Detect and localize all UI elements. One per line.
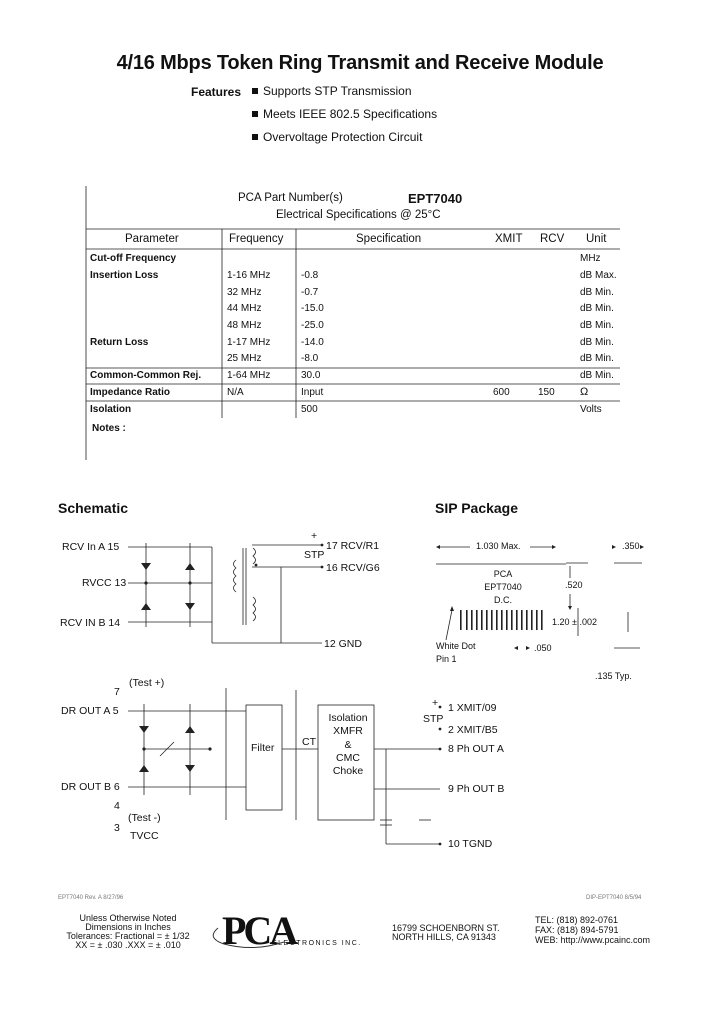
row-frequency: 25 MHz [227, 353, 262, 364]
row-frequency: 1-16 MHz [227, 270, 271, 281]
sip-dim-height: .520 [565, 580, 583, 590]
row-unit: dB Min. [580, 353, 614, 364]
row-unit: dB Max. [580, 270, 617, 281]
sip-pin [541, 610, 543, 630]
row-specification: -8.0 [301, 353, 319, 364]
address-line: 16799 SCHOENBORN ST. [392, 923, 500, 933]
sip-dim-pitch: 1.20 ± .002 [552, 617, 597, 627]
pin-dot [439, 748, 442, 751]
sip-dim-length: 1.030 Max. [476, 541, 521, 551]
row-specification: Input [301, 387, 324, 398]
doc-id-right: DIP-EPT7040 8/5/94 [586, 895, 642, 901]
row-specification: -15.0 [301, 303, 324, 314]
sip-pin [526, 610, 528, 630]
row-parameter: Cut-off Frequency [90, 253, 177, 264]
row-unit: dB Min. [580, 370, 614, 381]
arrow-icon [526, 646, 530, 650]
diode-icon [185, 726, 195, 733]
pin-16: 16 RCV/G6 [326, 562, 380, 574]
col-header-rcv: RCV [540, 233, 565, 245]
contact-fax: FAX: (818) 894-5791 [535, 925, 619, 935]
row-specification: -0.7 [301, 287, 319, 298]
arrow-icon [450, 606, 454, 611]
stp-plus-top: + [311, 530, 318, 542]
row-unit: dB Min. [580, 303, 614, 314]
feature-item: Overvoltage Protection Circuit [252, 130, 422, 144]
row-unit: dB Min. [580, 320, 614, 331]
sip-pin [531, 610, 533, 630]
sip-pin [491, 610, 493, 630]
doc-id-left: EPT7040 Rev. A 8/27/96 [58, 895, 124, 901]
part-number-label: PCA Part Number(s) [238, 192, 343, 204]
sip-pin [476, 610, 478, 630]
arrow-icon [568, 606, 572, 610]
junction-dot [144, 581, 147, 584]
col-header-xmit: XMIT [495, 233, 523, 245]
diode-icon [139, 765, 149, 772]
pin-2: 2 XMIT/B5 [448, 724, 498, 736]
filter-block-label: Filter [251, 742, 275, 754]
col-header-specification: Specification [356, 233, 422, 245]
pca-logo: PCA [222, 908, 296, 953]
row-frequency: 1-17 MHz [227, 337, 271, 348]
part-number: EPT7040 [408, 191, 463, 206]
pin-dot [321, 544, 324, 547]
pin-rcv-in-a: RCV In A 15 [62, 541, 120, 553]
choke-label: Choke [332, 765, 364, 777]
row-parameter: Impedance Ratio [90, 387, 171, 398]
sip-dim-depth: .350 [622, 541, 640, 551]
row-rcv: 150 [538, 387, 555, 398]
spec-subtitle: Electrical Specifications @ 25°C [276, 209, 441, 221]
pin-rvcc: RVCC 13 [82, 577, 127, 589]
tolerance-line: Tolerances: Fractional = ± 1/32 [66, 931, 190, 941]
row-unit: MHz [580, 253, 601, 264]
cmc-label: CMC [336, 752, 360, 764]
arrow-icon [436, 545, 440, 549]
junction-dot [142, 747, 145, 750]
diode-icon [141, 563, 151, 570]
row-specification: 30.0 [301, 370, 321, 381]
sip-pin [471, 610, 473, 630]
sip-pin [486, 610, 488, 630]
col-header-unit: Unit [586, 233, 607, 245]
tolerance-line: Dimensions in Inches [85, 922, 171, 932]
pin-8: 8 Ph OUT A [448, 743, 504, 755]
pin-10: 10 TGND [448, 838, 493, 850]
feature-item: Meets IEEE 802.5 Specifications [252, 107, 437, 121]
isolation-xmfr-box [318, 705, 374, 820]
sip-pin [481, 610, 483, 630]
diode-icon [139, 726, 149, 733]
sip-body-line: EPT7040 [484, 582, 522, 592]
diode-icon [185, 765, 195, 772]
row-parameter: Common-Common Rej. [90, 370, 202, 381]
row-specification: 500 [301, 404, 318, 415]
row-unit: Ω [580, 386, 589, 398]
pin-dot [439, 843, 442, 846]
filter-box [246, 705, 282, 810]
arrow-icon [612, 545, 616, 549]
contact-web[interactable]: WEB: http://www.pcainc.com [535, 935, 651, 945]
sip-pin [466, 610, 468, 630]
sip-pin [516, 610, 518, 630]
pin-9: 9 Ph OUT B [448, 783, 505, 795]
pin-17: 17 RCV/R1 [326, 540, 380, 552]
leader-line [446, 610, 452, 640]
row-specification: -0.8 [301, 270, 319, 281]
sip-dim-typ: .135 Typ. [595, 671, 632, 681]
pin-dot [439, 728, 442, 731]
row-frequency: 48 MHz [227, 320, 262, 331]
pin-dot [321, 566, 324, 569]
row-unit: dB Min. [580, 337, 614, 348]
arrow-icon [552, 545, 556, 549]
notes-label: Notes : [92, 423, 126, 434]
row-parameter: Isolation [90, 404, 132, 415]
sip-pin [521, 610, 523, 630]
pin-7: 7 [114, 686, 120, 698]
row-parameter: Return Loss [90, 337, 149, 348]
row-unit: dB Min. [580, 287, 614, 298]
row-specification: -14.0 [301, 337, 324, 348]
sip-pin [511, 610, 513, 630]
ampersand-label: & [344, 739, 352, 751]
arrow-icon [514, 646, 518, 650]
col-header-frequency: Frequency [229, 233, 284, 245]
tolerance-line: XX = ± .030 .XXX = ± .010 [75, 940, 181, 950]
pin-rcv-in-b: RCV IN B 14 [60, 617, 121, 629]
address-line: NORTH HILLS, CA 91343 [392, 932, 496, 942]
feature-item: Supports STP Transmission [252, 84, 412, 98]
sip-pin [506, 610, 508, 630]
row-frequency: 1-64 MHz [227, 370, 271, 381]
polarity-dot [255, 564, 258, 567]
pin-dot [439, 706, 442, 709]
page-title: 4/16 Mbps Token Ring Transmit and Receive Module [116, 52, 604, 74]
sip-pin [536, 610, 538, 630]
pin-dr-out-a: DR OUT A 5 [61, 705, 119, 717]
sip-body-line: D.C. [494, 595, 512, 605]
pin-1: 1 XMIT/09 [448, 702, 497, 714]
sip-pin [496, 610, 498, 630]
sip-body-line: PCA [493, 569, 513, 579]
stp-plus-bottom: + [432, 697, 439, 709]
arrow-icon [640, 545, 644, 549]
tvcc-label: TVCC [130, 830, 159, 842]
sip-pin [501, 610, 503, 630]
white-dot-label: White Dot [436, 641, 476, 651]
transformer-coil-secondary [253, 597, 256, 621]
ct-label: CT [302, 736, 316, 748]
pca-logo-subtitle: ELECTRONICS INC. [272, 940, 362, 947]
logo-swoosh [213, 928, 284, 948]
sip-pin [460, 610, 462, 630]
pin-4: 4 [114, 800, 120, 812]
diode-icon [185, 563, 195, 570]
junction-dot [208, 747, 211, 750]
pin1-label: Pin 1 [436, 654, 457, 664]
schematic-title: Schematic [58, 500, 129, 516]
row-xmit: 600 [493, 387, 510, 398]
pin-3: 3 [114, 822, 120, 834]
contact-tel: TEL: (818) 892-0761 [535, 915, 619, 925]
row-specification: -25.0 [301, 320, 324, 331]
row-frequency: N/A [227, 387, 244, 398]
features-label: Features [191, 85, 242, 99]
xmfr-label: XMFR [333, 725, 363, 737]
col-header-parameter: Parameter [125, 233, 179, 245]
isolation-label: Isolation [328, 712, 368, 724]
sip-dim-pin: .050 [534, 643, 552, 653]
row-frequency: 44 MHz [227, 303, 262, 314]
junction-dot [188, 581, 191, 584]
stp-label-top: STP [304, 549, 325, 561]
transformer-coil-secondary [253, 548, 256, 564]
test-minus-label: (Test -) [128, 812, 161, 824]
tolerance-line: Unless Otherwise Noted [79, 913, 177, 923]
row-unit: Volts [580, 404, 602, 415]
sip-title: SIP Package [435, 500, 519, 516]
row-frequency: 32 MHz [227, 287, 262, 298]
row-parameter: Insertion Loss [90, 270, 159, 281]
pin-12: 12 GND [324, 638, 362, 650]
transformer-coil-primary [234, 560, 237, 592]
stp-label-bottom: STP [423, 713, 444, 725]
pin-dr-out-b: DR OUT B 6 [61, 781, 120, 793]
diode-icon [185, 603, 195, 610]
diode-icon [141, 603, 151, 610]
test-plus-label: (Test +) [129, 677, 165, 689]
